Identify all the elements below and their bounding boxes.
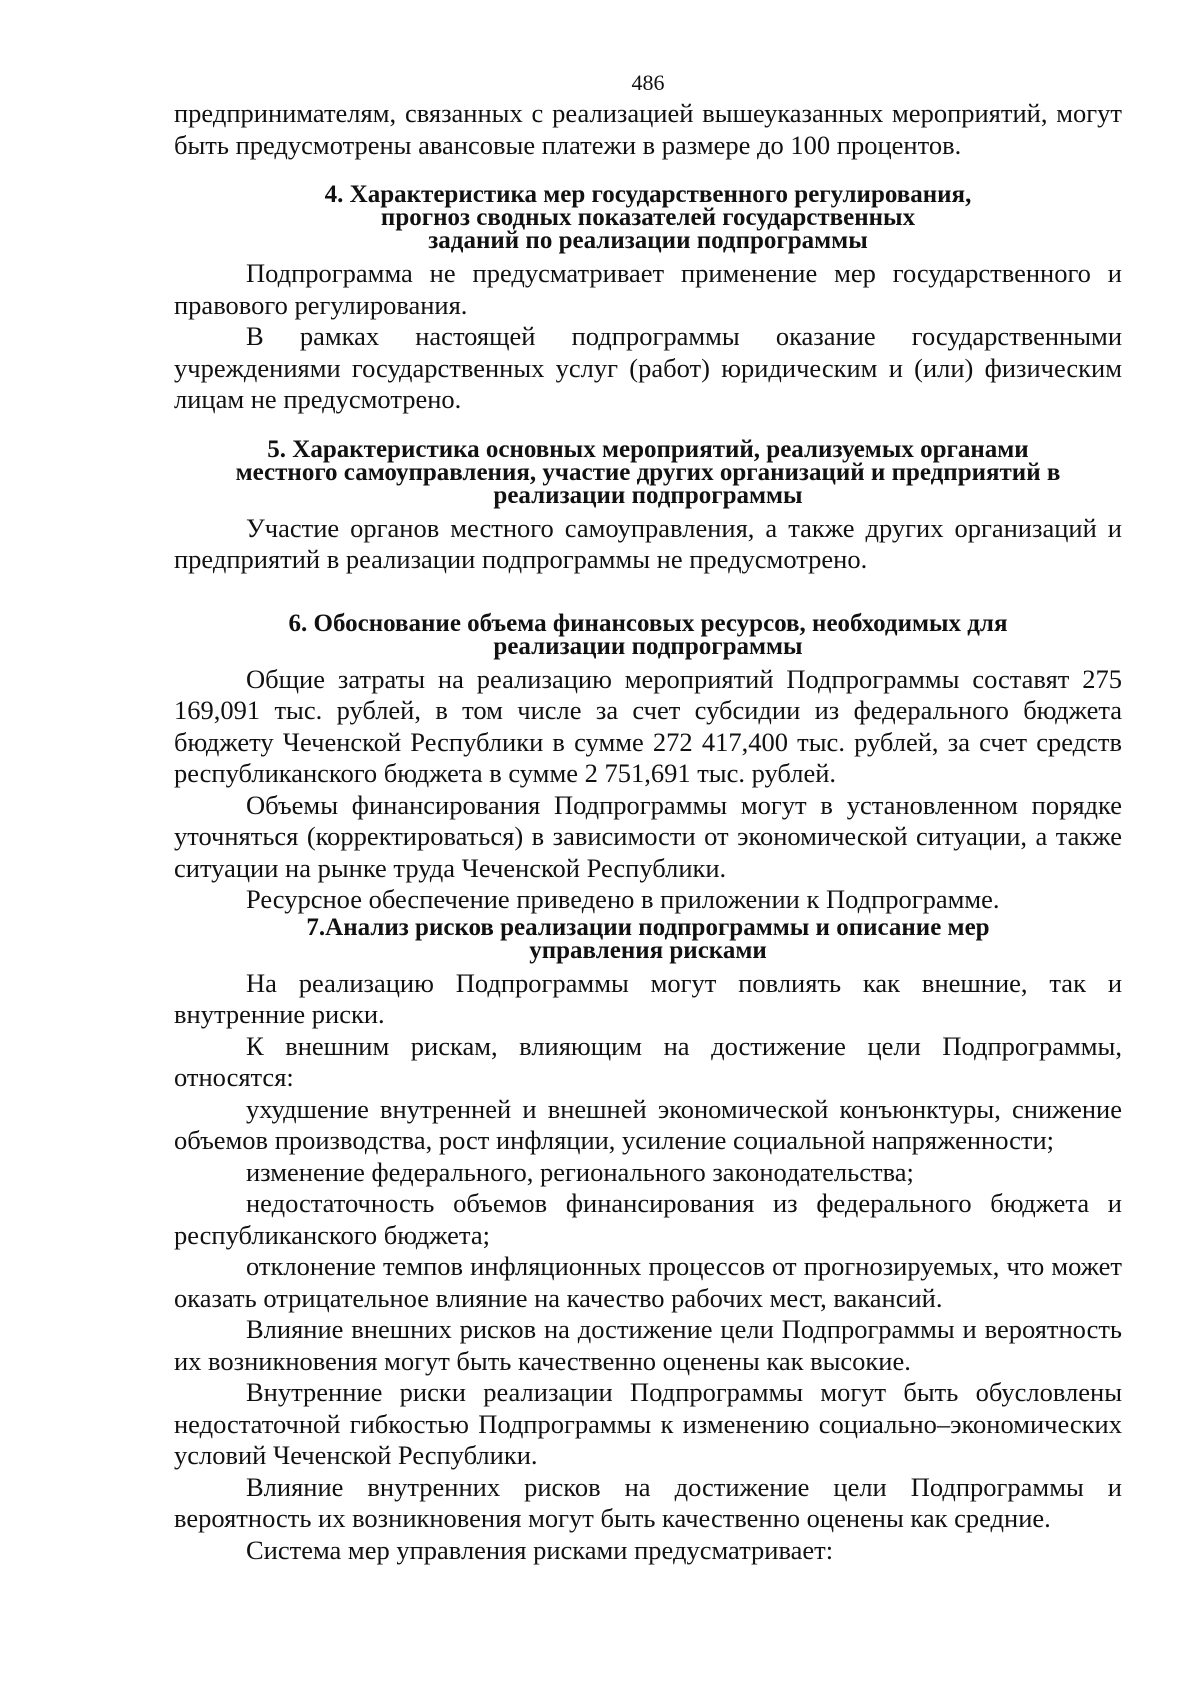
page-number: 486 (631, 70, 665, 95)
section-6-paragraph: Объемы финансирования Подпрограммы могут в установленном порядке уточняться (корректироваться) в зависимости от экономической ситуации, а также ситуации на рынке труда Чеченской Республики. (174, 789, 1122, 883)
section-7-paragraph: Система мер управления рисками предусматривает: (246, 1534, 834, 1565)
section-5-paragraph: Участие органов местного самоуправления, а также других организаций и предприятий в реализации подпрограммы не предусмотрено. (174, 512, 1122, 574)
section-4-paragraph: В рамках настоящей подпрограммы оказание государственными учреждениями государственных услуг (работ) юридическим и (или) физическим лицам не предусмотрено. (174, 321, 1122, 414)
section-7-paragraph: ухудшение внутренней и внешней экономической конъюнктуры, снижение объемов производства, рост инфляции, усиление социальной напряженности; (174, 1093, 1122, 1155)
heading-line: местного самоуправления, участие других организаций и предприятий в (235, 458, 1061, 486)
section-7-paragraph: На реализацию Подпрограммы могут повлиять как внешние, так и внутренние риски. (174, 967, 1122, 1029)
spacer (174, 576, 1122, 612)
spacer (174, 416, 1122, 438)
heading-line: заданий по реализации подпрограммы (428, 227, 868, 254)
heading-line: прогноз сводных показателей государственных (380, 204, 916, 231)
heading-line: 7.Анализ рисков реализации подпрограммы и описание мер (306, 913, 990, 941)
section-7-paragraph: недостаточность объемов финансирования из федерального бюджета и республиканского бюджета; (174, 1188, 1122, 1250)
section-7-paragraph: Внутренние риски реализации Подпрограммы могут быть обусловлены недостаточной гибкостью Подпрограммы к изменению социально–экономических условий Чеченской Республики. (174, 1377, 1122, 1470)
document-page (174, 70, 1122, 1566)
section-6-paragraph: Общие затраты на реализацию мероприятий Подпрограммы составят 275 169,091 тыс. рублей, в том числе за счет субсидии из федерального бюджета бюджету Чеченской Республики в сумме 272 417,400 тыс. рублей, за счет средств республиканского бюджета в сумме 2 751,691 тыс. рублей. (174, 663, 1122, 788)
spacer (174, 161, 1122, 183)
section-7-heading (174, 913, 1122, 964)
section-6-heading (174, 609, 1122, 660)
section-7-paragraph: Влияние внутренних рисков на достижение цели Подпрограммы и вероятность их возникновения могут быть качественно оценены как средние. (174, 1471, 1122, 1533)
heading-line: управления рисками (529, 936, 767, 964)
heading-line: реализации подпрограммы (493, 481, 803, 509)
section-7-paragraph: Влияние внешних рисков на достижение цели Подпрограммы и вероятность их возникновения могут быть качественно оценены как высокие. (174, 1314, 1122, 1376)
section-4-paragraph: Подпрограмма не предусматривает применение мер государственного и правового регулирования. (174, 258, 1122, 320)
section-4-heading (174, 183, 1122, 252)
intro-paragraph: предпринимателям, связанных с реализацией вышеуказанных мероприятий, могут быть предусмотрены авансовые платежи в размере до 100 процентов. (174, 98, 1122, 160)
heading-line: реализации подпрограммы (493, 632, 803, 660)
section-7-paragraph: отклонение темпов инфляционных процессов от прогнозируемых, что может оказать отрицательное влияние на качество рабочих мест, вакансий. (174, 1251, 1122, 1313)
section-6-paragraph: Ресурсное обеспечение приведено в приложении к Подпрограмме. (246, 884, 1000, 914)
heading-line: 6. Обоснование объема финансовых ресурсов, необходимых для (288, 609, 1008, 637)
section-7-paragraph: изменение федерального, регионального законодательства; (246, 1156, 914, 1187)
section-5-heading (174, 435, 1122, 509)
heading-line: 4. Характеристика мер государственного регулирования, (324, 181, 972, 208)
heading-line: 5. Характеристика основных мероприятий, реализуемых органами (267, 435, 1029, 463)
section-7-paragraph: К внешним рискам, влияющим на достижение цели Подпрограммы, относятся: (174, 1030, 1122, 1092)
